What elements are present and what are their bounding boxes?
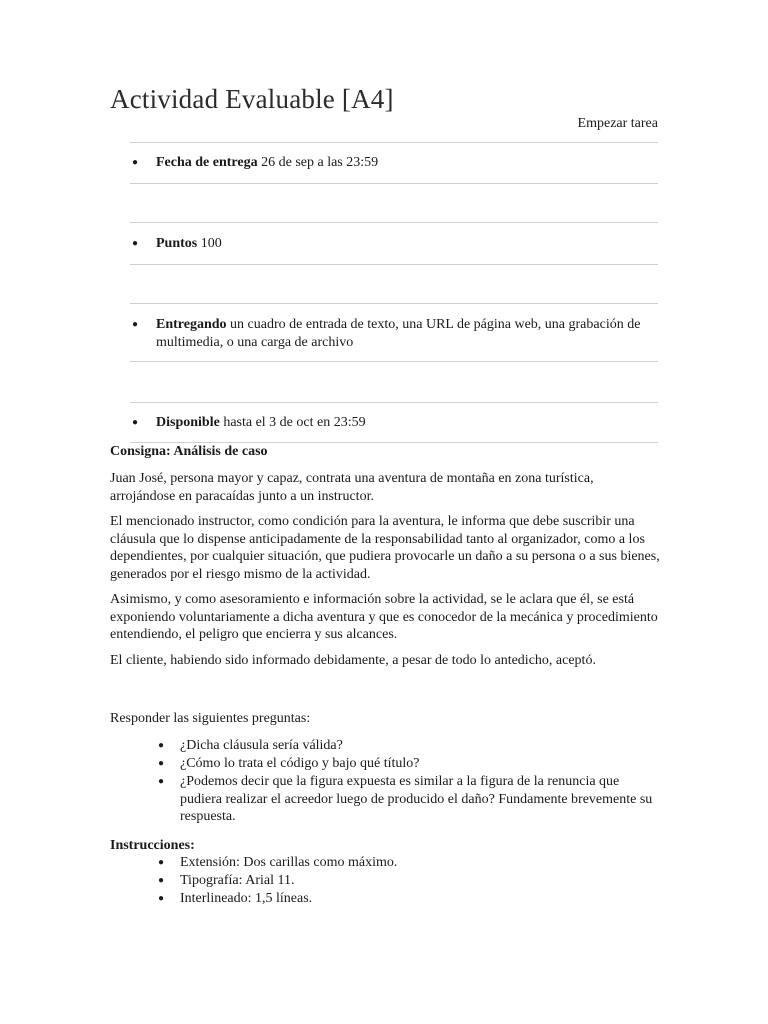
bullet-icon: ● [158, 857, 165, 868]
assignment-body [110, 470, 660, 677]
bullet-icon: ● [158, 875, 165, 886]
list-item [156, 890, 656, 908]
start-task-link[interactable]: Empezar tarea [577, 116, 658, 131]
page-title: Actividad Evaluable [A4] [110, 84, 394, 114]
points-text [156, 235, 650, 253]
divider [130, 264, 658, 265]
paragraph: El cliente, habiendo sido informado debidamente, a pesar de todo lo antedicho, aceptó. [110, 652, 596, 668]
list-item [156, 773, 656, 826]
divider [130, 183, 658, 184]
divider [130, 303, 658, 304]
list-item [156, 755, 656, 773]
question-text: ¿Podemos decir que la figura expuesta es similar a la figura de la renuncia que pudiera realizar el acreedor luego de producido el daño? Fundamente brevemente su respuesta. [180, 774, 653, 824]
list-item [156, 737, 656, 755]
due-date-text [156, 154, 650, 172]
paragraph: El mencionado instructor, como condición para la aventura, le informa que debe suscribir una cláusula que lo dispense anticipadamente de la responsabilidad tanto al organizador, como a los dependientes, por cualquier situación, que pudiera provocarle un daño a su persona o a sus bienes, generados por el riesgo mismo de la actividad. [110, 514, 660, 582]
questions-list [156, 737, 656, 826]
instructions-heading: Instrucciones: [110, 838, 195, 853]
due-date-value: 26 de sep a las 23:59 [261, 155, 379, 170]
instruction-text: Tipografía: Arial 11. [180, 873, 295, 888]
available-text [156, 414, 650, 432]
bullet-icon: ● [132, 319, 139, 330]
list-item [156, 854, 656, 872]
assignment-heading: Consigna: Análisis de caso [110, 444, 268, 459]
instruction-text: Extensión: Dos carillas como máximo. [180, 855, 398, 870]
submitting-value: un cuadro de entrada de texto, una URL de página web, una grabación de multimedia, o una carga de archivo [156, 317, 641, 350]
available-label: Disponible [156, 415, 220, 430]
instructions-list [156, 854, 656, 908]
due-date-label: Fecha de entrega [156, 155, 258, 170]
points-item [130, 235, 650, 253]
divider [130, 222, 658, 223]
paragraph: Asimismo, y como asesoramiento e información sobre la actividad, se le aclara que él, se está exponiendo voluntariamente a dicha aventura y que es conocedor de la mecánica y procedimiento entendiendo, el peligro que encierra y sus alcances. [110, 592, 658, 642]
bullet-icon: ● [158, 758, 165, 769]
divider [130, 402, 658, 403]
list-item [156, 872, 656, 890]
bullet-icon: ● [132, 238, 139, 249]
divider [130, 361, 658, 362]
divider [130, 442, 658, 443]
submitting-label: Entregando [156, 317, 227, 332]
points-label: Puntos [156, 236, 198, 251]
bullet-icon: ● [158, 740, 165, 751]
questions-intro: Responder las siguientes preguntas: [110, 711, 311, 726]
available-item [130, 414, 650, 432]
paragraph: Juan José, persona mayor y capaz, contrata una aventura de montaña en zona turística, arrojándose en paracaídas junto a un instructor. [110, 471, 594, 504]
divider [130, 142, 658, 143]
submitting-text [156, 316, 650, 352]
points-value: 100 [200, 236, 222, 251]
available-value: hasta el 3 de oct en 23:59 [223, 415, 366, 430]
bullet-icon: ● [132, 157, 139, 168]
question-text: ¿Dicha cláusula sería válida? [180, 738, 343, 753]
question-text: ¿Cómo lo trata el código y bajo qué título? [180, 756, 420, 771]
bullet-icon: ● [158, 893, 165, 904]
due-date-item [130, 154, 650, 172]
bullet-icon: ● [132, 417, 139, 428]
bullet-icon: ● [158, 776, 165, 787]
submitting-item [130, 316, 650, 352]
instruction-text: Interlineado: 1,5 líneas. [180, 891, 313, 906]
